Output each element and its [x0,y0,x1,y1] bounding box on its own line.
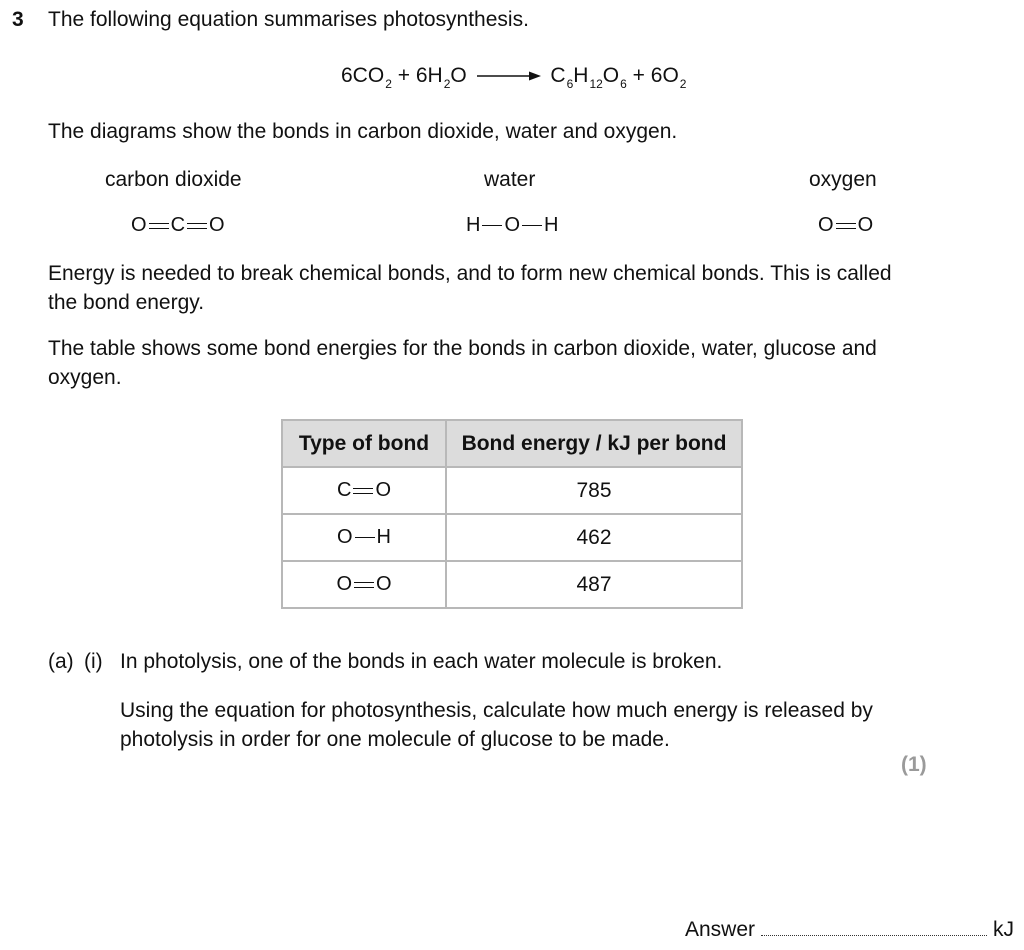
co2-structure [131,214,225,237]
plus-sign: + [632,64,645,87]
atom-oxygen: O [376,573,392,595]
atom-oxygen: O [375,479,391,501]
double-bond [353,488,373,494]
atom-oxygen: O [336,573,352,595]
atom-hydrogen: H [376,526,391,548]
marks-indicator: (1) [901,753,927,776]
bond-energy-table [281,419,743,609]
bond-energy-cell: 487 [446,561,742,608]
double-bond [149,223,169,229]
answer-field[interactable] [761,935,987,936]
table-header-row [282,420,742,467]
header-type-of-bond: Type of bond [282,420,446,467]
table-row [282,514,742,561]
question-number: 3 [12,8,24,31]
plus-sign: + [397,64,410,87]
bond-energy-cell: 462 [446,514,742,561]
answer-row [685,918,1014,942]
answer-unit: kJ [993,918,1015,941]
table-row [282,467,742,514]
atom-oxygen: O [818,214,834,236]
reactant-co2: $6CO_2$ [341,64,392,91]
bond-energy-cell: 785 [446,467,742,514]
photosynthesis-equation [341,64,686,91]
water-structure [466,214,558,237]
atom-carbon: C [336,479,352,501]
oxygen-structure [818,214,873,237]
part-a-label: (a) [48,650,74,673]
part-a-line2: Using the equation for photosynthesis, calculate how much energy is released by photolysis in order for one molecule of glucose to be made. [120,699,873,751]
diagrams-intro: The diagrams show the bonds in carbon dioxide, water and oxygen. [48,120,678,143]
bond-type-cell [282,514,446,561]
table-intro-paragraph: The table shows some bond energies for the bonds in carbon dioxide, water, glucose and oxygen. [48,337,877,389]
table-row [282,561,742,608]
bond-type-cell [282,467,446,514]
atom-oxygen: O [209,214,225,236]
product-o2: $6O_2$ [650,64,687,91]
double-bond [187,223,207,229]
double-bond [836,223,856,229]
reaction-arrow-icon [477,70,541,82]
single-bond [482,225,502,226]
part-i-label: (i) [84,650,103,673]
atom-oxygen: O [504,214,521,236]
atom-hydrogen: H [466,214,481,236]
atom-oxygen: O [131,214,147,236]
bond-energy-paragraph: Energy is needed to break chemical bonds, and to form new chemical bonds. This is called the bond energy. [48,262,892,314]
single-bond [355,537,375,538]
label-carbon-dioxide: carbon dioxide [105,168,242,191]
atom-oxygen: O [336,526,353,548]
question-intro: The following equation summarises photosynthesis. [48,8,529,31]
single-bond [522,225,542,226]
double-bond [354,582,374,588]
product-glucose: $C_6H_{12}O_6$ [550,64,627,91]
header-bond-energy: Bond energy / kJ per bond [446,420,742,467]
atom-hydrogen: H [544,214,559,236]
label-water: water [484,168,536,191]
atom-oxygen: O [857,214,874,236]
label-oxygen: oxygen [809,168,877,191]
atom-carbon: C [170,214,186,236]
answer-label: Answer [685,918,756,941]
part-a-line1: In photolysis, one of the bonds in each water molecule is broken. [120,650,723,673]
bond-type-cell [282,561,446,608]
reactant-h2o: $6H_2O$ [415,64,467,91]
